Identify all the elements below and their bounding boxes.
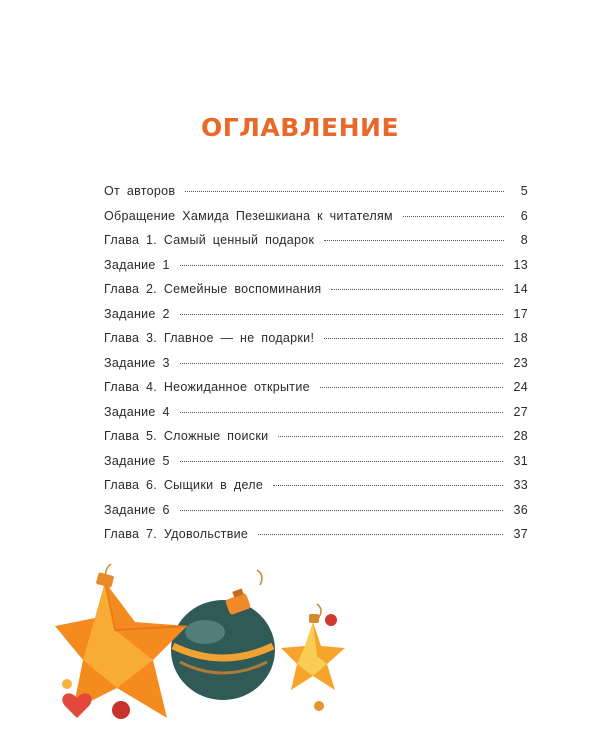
dot-leader [180,314,504,315]
toc-page-number: 5 [520,184,528,198]
toc-entry-label: Задание 3 [104,355,170,370]
dot-leader [258,534,503,535]
toc-entry-label: Глава 6. Сыщики в деле [104,478,264,492]
toc-row [104,258,528,283]
small-red-bead-icon [325,614,337,626]
dot-leader [278,436,503,437]
dot-leader [180,412,504,413]
toc-row [104,527,528,552]
toc-row [104,405,528,430]
toc-row [104,356,528,381]
toc-entry-label: Глава 7. Удовольствие [104,527,249,541]
toc-entry-label: Обращение Хамида Пезешкиана к читателям [104,208,393,223]
toc-page-number: 13 [513,257,528,272]
toc-entry-label: От авторов [104,184,176,198]
toc-entry-label: Глава 3. Главное — не подарки! [104,331,315,345]
christmas-ornaments-illustration [55,560,345,742]
toc-row [104,429,528,454]
toc-row [104,503,528,528]
toc-page-number: 33 [513,478,528,492]
yellow-star-ornament-icon [281,614,345,690]
page-title: ОГЛАВЛЕНИЕ [200,113,400,142]
table-of-contents [104,184,528,552]
red-bead-ornament-icon [112,701,130,719]
toc-row [104,307,528,332]
toc-page-number: 27 [513,404,528,419]
dot-leader [331,289,503,290]
toc-row [104,380,528,405]
dot-leader [185,191,504,192]
dot-leader [324,338,503,339]
teal-ball-ornament-icon [171,588,275,700]
toc-page-number: 14 [513,282,528,296]
toc-entry-label: Глава 4. Неожиданное открытие [104,380,310,394]
toc-entry-label: Задание 5 [104,453,170,468]
dot-leader [180,461,504,462]
dot-leader [273,485,503,486]
dot-leader [320,387,504,388]
toc-row [104,331,528,356]
dot-leader [180,265,504,266]
toc-entry-label: Глава 1. Самый ценный подарок [104,233,315,247]
toc-row [104,209,528,234]
dot-leader [180,363,504,364]
toc-page-number: 23 [513,355,528,370]
toc-row [104,184,528,209]
dot-leader [403,216,504,217]
toc-entry-label: Задание 2 [104,306,170,321]
toc-entry-label: Глава 2. Семейные воспоминания [104,282,322,296]
toc-entry-label: Задание 6 [104,502,170,517]
toc-page-number: 24 [513,380,528,394]
toc-row [104,454,528,479]
toc-row [104,282,528,307]
yellow-bead-ornament-icon [62,679,72,689]
toc-entry-label: Задание 4 [104,404,170,419]
toc-page-number: 37 [513,527,528,541]
toc-page-number: 17 [513,306,528,321]
dot-leader [324,240,504,241]
small-orange-bead-icon [314,701,324,711]
toc-page-number: 8 [520,233,528,247]
dot-leader [180,510,504,511]
toc-entry-label: Глава 5. Сложные поиски [104,429,269,443]
toc-row [104,233,528,258]
toc-page-number: 18 [513,331,528,345]
toc-page-number: 28 [513,429,528,443]
toc-page-number: 6 [520,208,528,223]
toc-page-number: 31 [513,453,528,468]
toc-row [104,478,528,503]
toc-page-number: 36 [513,502,528,517]
toc-entry-label: Задание 1 [104,257,170,272]
